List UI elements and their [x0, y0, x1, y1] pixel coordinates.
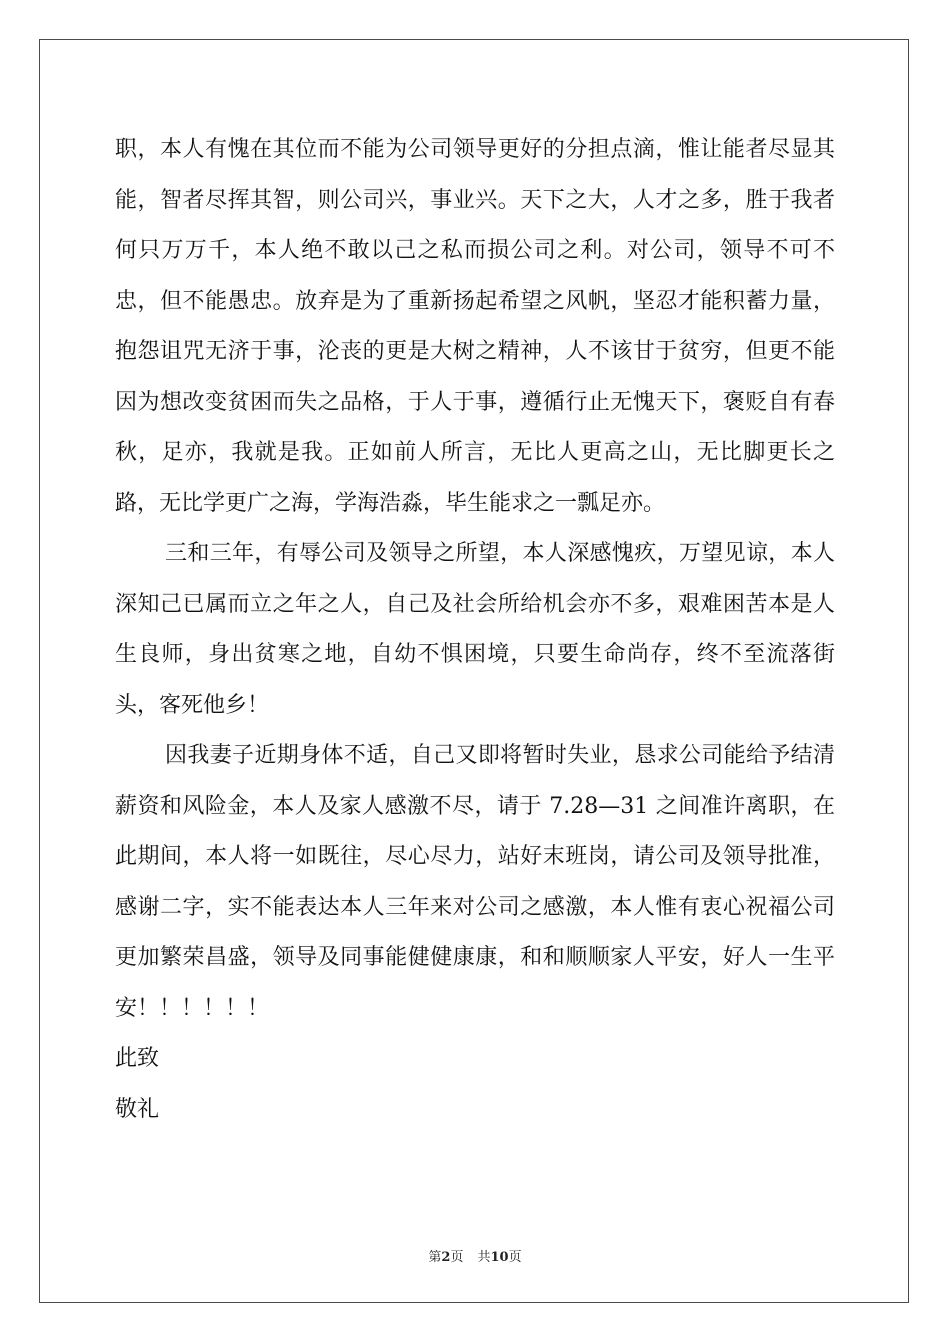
page-footer: [0, 1246, 950, 1265]
paragraph-1: 职，本人有愧在其位而不能为公司领导更好的分担点滴，惟让能者尽显其能，智者尽挥其智，则公司兴，事业兴。天下之大，人才之多，胜于我者何只万万千，本人绝不敢以己之私而损公司之利。对公司，领导不可不忠，但不能愚忠。放弃是为了重新扬起希望之风帆，坚忍才能积蓄力量，抱怨诅咒无济于事，沦丧的更是大树之精神，人不该甘于贫穷，但更不能因为想改变贫困而失之品格，于人于事，遵循行止无愧天下，褒贬自有春秋，足亦，我就是我。正如前人所言，无比人更高之山，无比脚更长之路，无比学更广之海，学海浩淼，毕生能求之一瓢足亦。: [115, 137, 835, 516]
total-suffix: 页: [508, 1250, 522, 1265]
page-total: [477, 1250, 521, 1265]
total-count: 10: [490, 1250, 509, 1265]
total-prefix: 共: [477, 1250, 491, 1265]
paragraph-3: 因我妻子近期身体不适，自己又即将暂时失业，恳求公司能给予结清薪资和风险金，本人及家人感激不尽，请于 7.28—31 之间准许离职，在此期间，本人将一如既往，尽心尽力，站好末班岗，请公司及领导批准，感谢二字，实不能表达本人三年来对公司之感激，本人惟有衷心祝福公司更加繁荣昌盛，领导及同事能健健康康，和和顺顺家人平安，好人一生平安！！！！！！: [115, 743, 835, 1021]
page-suffix: 页: [450, 1250, 464, 1265]
closing-regards: 敬礼: [115, 1096, 160, 1122]
closing-salutation: 此致: [115, 1046, 160, 1071]
document-body: [115, 125, 835, 1135]
paragraph-2: 三和三年，有辱公司及领导之所望，本人深感愧疚，万望见谅，本人深知己已属而立之年之人，自己及社会所给机会亦不多，艰难困苦本是人生良师，身出贫寒之地，自幼不惧困境，只要生命尚存，终不至流落街头，客死他乡！: [115, 541, 835, 718]
page-prefix: 第: [428, 1250, 442, 1265]
page-number: [428, 1250, 463, 1265]
page-current: 2: [441, 1250, 451, 1265]
